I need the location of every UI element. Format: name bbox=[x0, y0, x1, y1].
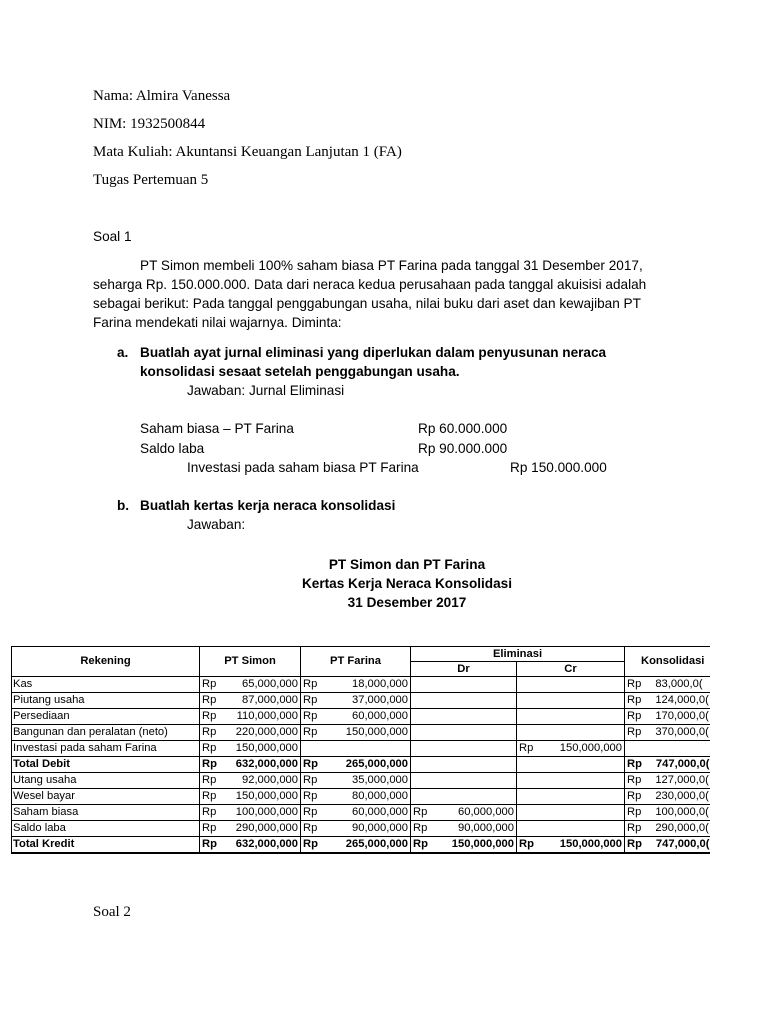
amount: 220,000,000 bbox=[235, 726, 298, 738]
worksheet-title-name: Kertas Kerja Neraca Konsolidasi bbox=[301, 576, 513, 591]
amount: 65,000,000 bbox=[242, 678, 298, 690]
currency-symbol: Rp bbox=[202, 806, 217, 818]
item-a-answer-label: Jawaban: Jurnal Eliminasi bbox=[187, 383, 345, 398]
currency-symbol: Rp bbox=[413, 822, 428, 834]
table-row bbox=[12, 837, 711, 854]
cell-kons bbox=[625, 741, 711, 757]
amount: 290,000,0( bbox=[655, 822, 709, 834]
cell-cr bbox=[517, 805, 625, 821]
item-a-marker: a. bbox=[117, 345, 129, 360]
table-row bbox=[12, 709, 711, 725]
currency-symbol: Rp bbox=[627, 678, 642, 690]
cell-simon bbox=[200, 805, 301, 821]
item-b-marker: b. bbox=[117, 498, 130, 513]
table-row bbox=[12, 725, 711, 741]
currency-symbol: Rp bbox=[202, 838, 217, 850]
cell-kons bbox=[625, 725, 711, 741]
student-nim: NIM: 1932500844 bbox=[93, 116, 206, 132]
cell-farina bbox=[301, 741, 411, 757]
cell-dr bbox=[411, 677, 517, 693]
cell-cr bbox=[517, 837, 625, 854]
currency-symbol: Rp bbox=[627, 822, 642, 834]
amount: 747,000,0( bbox=[655, 758, 710, 770]
item-b-question: Buatlah kertas kerja neraca konsolidasi bbox=[140, 498, 396, 513]
currency-symbol: Rp bbox=[202, 694, 217, 706]
cell-farina bbox=[301, 821, 411, 837]
header-konsolidasi: Konsolidasi bbox=[625, 647, 711, 677]
cell-cr bbox=[517, 693, 625, 709]
amount: 265,000,000 bbox=[345, 758, 408, 770]
cell-simon bbox=[200, 789, 301, 805]
amount: 230,000,0( bbox=[655, 790, 709, 802]
currency-symbol: Rp bbox=[303, 790, 318, 802]
table-row bbox=[12, 677, 711, 693]
row-account-label: Utang usaha bbox=[12, 773, 200, 789]
currency-symbol: Rp bbox=[202, 774, 217, 786]
row-account-label: Persediaan bbox=[12, 709, 200, 725]
amount: 100,000,0( bbox=[655, 806, 709, 818]
currency-symbol: Rp bbox=[303, 710, 318, 722]
cell-farina bbox=[301, 789, 411, 805]
currency-symbol: Rp bbox=[627, 838, 642, 850]
cell-dr bbox=[411, 837, 517, 854]
amount: 80,000,000 bbox=[352, 790, 408, 802]
header-dr: Dr bbox=[411, 662, 517, 677]
currency-symbol: Rp bbox=[413, 806, 428, 818]
amount: 92,000,000 bbox=[242, 774, 298, 786]
currency-symbol: Rp bbox=[413, 838, 428, 850]
amount: 90,000,000 bbox=[458, 822, 514, 834]
table-row bbox=[12, 805, 711, 821]
amount: 370,000,0( bbox=[655, 726, 709, 738]
currency-symbol: Rp bbox=[303, 822, 318, 834]
soal-1-heading: Soal 1 bbox=[93, 229, 132, 244]
cell-cr bbox=[517, 709, 625, 725]
currency-symbol: Rp bbox=[303, 694, 318, 706]
currency-symbol: Rp bbox=[519, 838, 534, 850]
amount: 150,000,000 bbox=[345, 726, 408, 738]
row-account-label: Total Kredit bbox=[12, 837, 200, 854]
soal-1-paragraph-line: Farina mendekati nilai wajarnya. Diminta: bbox=[93, 315, 342, 330]
amount: 747,000,0( bbox=[655, 838, 710, 850]
soal-1-paragraph-line: PT Simon membeli 100% saham biasa PT Farina pada tanggal 31 Desember 2017, bbox=[140, 258, 643, 273]
cell-farina bbox=[301, 725, 411, 741]
currency-symbol: Rp bbox=[627, 710, 642, 722]
student-name: Nama: Almira Vanessa bbox=[93, 88, 231, 104]
row-account-label: Total Debit bbox=[12, 757, 200, 773]
cell-cr bbox=[517, 789, 625, 805]
soal-2-heading: Soal 2 bbox=[93, 904, 131, 920]
cell-simon bbox=[200, 757, 301, 773]
amount: 35,000,000 bbox=[352, 774, 408, 786]
header-eliminasi: Eliminasi bbox=[411, 647, 625, 662]
currency-symbol: Rp bbox=[202, 790, 217, 802]
header-pt-farina: PT Farina bbox=[301, 647, 411, 677]
row-account-label: Saham biasa bbox=[12, 805, 200, 821]
amount: 170,000,0( bbox=[655, 710, 709, 722]
amount: 37,000,000 bbox=[352, 694, 408, 706]
cell-simon bbox=[200, 709, 301, 725]
amount: 150,000,000 bbox=[235, 790, 298, 802]
journal-credit: Rp 150.000.000 bbox=[510, 460, 607, 475]
header-cr: Cr bbox=[517, 662, 625, 677]
table-row bbox=[12, 757, 711, 773]
cell-kons bbox=[625, 709, 711, 725]
currency-symbol: Rp bbox=[519, 742, 534, 754]
amount: 150,000,000 bbox=[451, 838, 514, 850]
journal-debit: Rp 90.000.000 bbox=[418, 441, 508, 456]
currency-symbol: Rp bbox=[627, 790, 642, 802]
row-account-label: Kas bbox=[12, 677, 200, 693]
assignment-title: Tugas Pertemuan 5 bbox=[93, 172, 209, 188]
row-account-label: Bangunan dan peralatan (neto) bbox=[12, 725, 200, 741]
table-row bbox=[12, 693, 711, 709]
table-row bbox=[12, 741, 711, 757]
cell-dr bbox=[411, 725, 517, 741]
row-account-label: Wesel bayar bbox=[12, 789, 200, 805]
cell-kons bbox=[625, 773, 711, 789]
cell-simon bbox=[200, 821, 301, 837]
cell-cr bbox=[517, 725, 625, 741]
header-rekening: Rekening bbox=[12, 647, 200, 677]
cell-kons bbox=[625, 693, 711, 709]
item-a-question-line: konsolidasi sesaat setelah penggabungan usaha. bbox=[140, 364, 460, 379]
amount: 124,000,0( bbox=[655, 694, 709, 706]
cell-dr bbox=[411, 709, 517, 725]
cell-simon bbox=[200, 725, 301, 741]
currency-symbol: Rp bbox=[303, 758, 318, 770]
cell-kons bbox=[625, 837, 711, 854]
amount: 83,000,0( bbox=[655, 678, 703, 690]
cell-simon bbox=[200, 693, 301, 709]
amount: 290,000,000 bbox=[235, 822, 298, 834]
row-account-label: Investasi pada saham Farina bbox=[12, 741, 200, 757]
cell-cr bbox=[517, 677, 625, 693]
journal-account: Saldo laba bbox=[140, 441, 205, 456]
cell-dr bbox=[411, 773, 517, 789]
header-pt-simon: PT Simon bbox=[200, 647, 301, 677]
currency-symbol: Rp bbox=[627, 694, 642, 706]
cell-cr bbox=[517, 757, 625, 773]
cell-kons bbox=[625, 789, 711, 805]
amount: 60,000,000 bbox=[352, 710, 408, 722]
cell-cr bbox=[517, 773, 625, 789]
amount: 265,000,000 bbox=[345, 838, 408, 850]
amount: 150,000,000 bbox=[559, 838, 622, 850]
amount: 60,000,000 bbox=[352, 806, 408, 818]
table-row bbox=[12, 789, 711, 805]
amount: 18,000,000 bbox=[352, 678, 408, 690]
cell-simon bbox=[200, 773, 301, 789]
cell-cr bbox=[517, 821, 625, 837]
currency-symbol: Rp bbox=[303, 806, 318, 818]
amount: 90,000,000 bbox=[352, 822, 408, 834]
worksheet-table bbox=[11, 646, 710, 854]
cell-dr bbox=[411, 821, 517, 837]
item-b-answer-label: Jawaban: bbox=[187, 517, 246, 532]
cell-kons bbox=[625, 757, 711, 773]
currency-symbol: Rp bbox=[303, 838, 318, 850]
amount: 150,000,000 bbox=[235, 742, 298, 754]
cell-dr bbox=[411, 693, 517, 709]
currency-symbol: Rp bbox=[303, 774, 318, 786]
cell-farina bbox=[301, 805, 411, 821]
currency-symbol: Rp bbox=[202, 822, 217, 834]
worksheet-title-date: 31 Desember 2017 bbox=[347, 595, 467, 610]
currency-symbol: Rp bbox=[627, 758, 642, 770]
currency-symbol: Rp bbox=[303, 678, 318, 690]
cell-dr bbox=[411, 741, 517, 757]
row-account-label: Saldo laba bbox=[12, 821, 200, 837]
amount: 100,000,000 bbox=[235, 806, 298, 818]
cell-simon bbox=[200, 741, 301, 757]
journal-debit: Rp 60.000.000 bbox=[418, 421, 508, 436]
cell-simon bbox=[200, 677, 301, 693]
cell-farina bbox=[301, 837, 411, 854]
cell-farina bbox=[301, 757, 411, 773]
currency-symbol: Rp bbox=[202, 678, 217, 690]
item-a-question-line: Buatlah ayat jurnal eliminasi yang diperlukan dalam penyusunan neraca bbox=[140, 345, 607, 360]
cell-farina bbox=[301, 709, 411, 725]
cell-farina bbox=[301, 773, 411, 789]
amount: 150,000,000 bbox=[559, 742, 622, 754]
currency-symbol: Rp bbox=[202, 758, 217, 770]
course-name: Mata Kuliah: Akuntansi Keuangan Lanjutan 1 (FA) bbox=[93, 144, 402, 160]
currency-symbol: Rp bbox=[627, 774, 642, 786]
journal-account: Saham biasa – PT Farina bbox=[140, 421, 294, 436]
soal-1-paragraph-line: seharga Rp. 150.000.000. Data dari neraca kedua perusahaan pada tanggal akuisisi adalah bbox=[93, 277, 647, 292]
cell-kons bbox=[625, 805, 711, 821]
currency-symbol: Rp bbox=[627, 726, 642, 738]
cell-cr bbox=[517, 741, 625, 757]
amount: 110,000,000 bbox=[236, 710, 298, 722]
worksheet-title-company: PT Simon dan PT Farina bbox=[328, 557, 486, 572]
soal-1-paragraph-line: sebagai berikut: Pada tanggal penggabungan usaha, nilai buku dari aset dan kewajiban PT bbox=[93, 296, 641, 311]
journal-account: Investasi pada saham biasa PT Farina bbox=[187, 460, 419, 475]
cell-simon bbox=[200, 837, 301, 854]
cell-dr bbox=[411, 789, 517, 805]
currency-symbol: Rp bbox=[202, 710, 217, 722]
cell-dr bbox=[411, 805, 517, 821]
table-row bbox=[12, 773, 711, 789]
amount: 632,000,000 bbox=[235, 758, 298, 770]
row-account-label: Piutang usaha bbox=[12, 693, 200, 709]
cell-dr bbox=[411, 757, 517, 773]
amount: 632,000,000 bbox=[235, 838, 298, 850]
currency-symbol: Rp bbox=[627, 806, 642, 818]
currency-symbol: Rp bbox=[202, 742, 217, 754]
cell-farina bbox=[301, 677, 411, 693]
table-row bbox=[12, 821, 711, 837]
amount: 87,000,000 bbox=[242, 694, 298, 706]
currency-symbol: Rp bbox=[202, 726, 217, 738]
cell-farina bbox=[301, 693, 411, 709]
consolidation-worksheet bbox=[11, 646, 710, 856]
amount: 60,000,000 bbox=[458, 806, 514, 818]
cell-kons bbox=[625, 677, 711, 693]
cell-kons bbox=[625, 821, 711, 837]
currency-symbol: Rp bbox=[303, 726, 318, 738]
amount: 127,000,0( bbox=[655, 774, 709, 786]
